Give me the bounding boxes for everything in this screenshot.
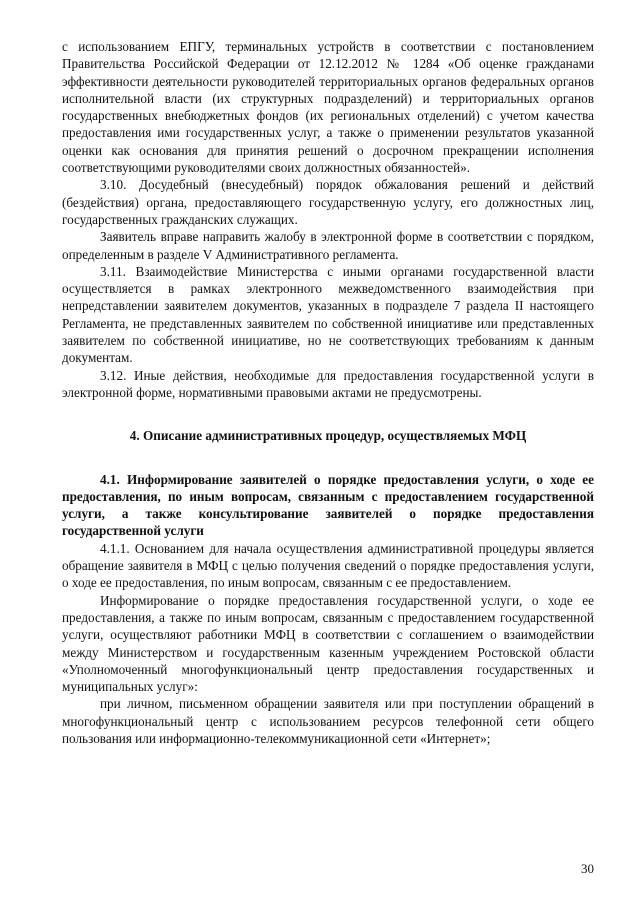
paragraph-3-11: 3.11. Взаимодействие Министерства с иными органами государственной власти осуществляется в рамках электронного межведомственного взаимодействия при непредставлении заявителем документов, указанных в подразделе 7 раздела II настоящего Регламента, не представленных заявителем по собственной инициативе или представленных заявителем по собственной инициативе, но не соответствующих требованиям к данным документам. [62, 263, 594, 366]
paragraph-informing: Информирование о порядке предоставления государственной услуги, о ходе ее предоставления, а также по иным вопросам, связанным с предоставлением государственной услуги, осуществляют работники МФЦ в соответствии с соглашением о взаимодействии между Министерством и государственным казенным учреждением Ростовской области «Уполномоченный многофункциональный центр предоставления государственных и муниципальных услуг»: [62, 592, 594, 695]
paragraph-personal: при личном, письменном обращении заявителя или при поступлении обращений в многофункциональный центр с использованием ресурсов телефонной сети общего пользования или информационно-телекоммуникационной сети «Интернет»; [62, 696, 594, 746]
paragraph-complaint: Заявитель вправе направить жалобу в электронной форме в соответствии с порядком, определенным в разделе V Административного регламента. [62, 229, 594, 262]
paragraph-3-12: 3.12. Иные действия, необходимые для предоставления государственной услуги в электронной форме, нормативными правовыми актами не предусмотрены. [62, 367, 594, 400]
paragraph-intro: с использованием ЕПГУ, терминальных устройств в соответствии с постановлением Правительства Российской Федерации от 12.12.2012 № 1284 «Об оценке гражданами эффективности деятельности руководителей территориальных органов федеральных органов исполнительной власти (их структурных подразделений) и территориальных органов государственных внебюджетных фондов (их региональных отделений) с учетом качества предоставления ими государственных услуг, а также о применении результатов указанной оценки как основания для принятия решений о досрочном прекращении исполнения соответствующими руководителями своих должностных обязанностей». [62, 39, 594, 176]
document-page [62, 38, 594, 747]
section-heading: 4. Описание административных процедур, осуществляемых МФЦ [129, 428, 527, 444]
paragraph-3-10: 3.10. Досудебный (внесудебный) порядок обжалования решений и действий (бездействия) органа, предоставляющего государственную услугу, его должностных лиц, государственных гражданских служащих. [62, 177, 594, 227]
subsection-heading: 4.1. Информирование заявителей о порядке предоставления услуги, о ходе ее предоставления, по иным вопросам, связанным с предоставлением государственной услуги, а также консультирование заявителей о порядке предоставления государственной услуги [62, 471, 594, 539]
paragraph-4-1-1: 4.1.1. Основанием для начала осуществления административной процедуры является обращение заявителя в МФЦ с целью получения сведений о порядке предоставления услуги, о ходе ее предоставления, по иным вопросам, связанным с ее предоставлением. [62, 540, 594, 591]
page-number: 30 [581, 861, 594, 876]
